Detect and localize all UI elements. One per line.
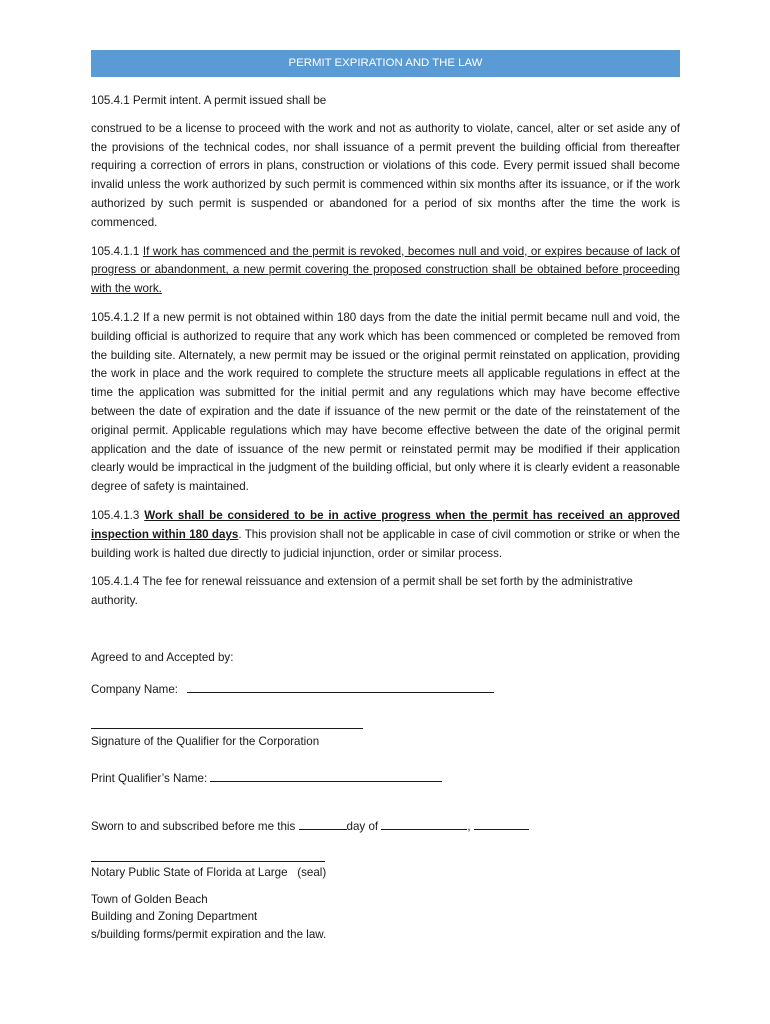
signature-block [91, 649, 680, 883]
section-105-4-1-heading: 105.4.1 Permit intent. A permit issued shall be [91, 94, 327, 107]
sworn-month-field[interactable] [381, 817, 467, 830]
company-name-field[interactable] [187, 680, 494, 693]
section-text-underlined: If work has commenced and the permit is revoked, becomes null and void, or expires because of lack of progress or abandonment, a new permit covering the proposed construction shall be obtained before proceeding with the work. [91, 244, 680, 296]
qualifier-signature-line[interactable] [91, 714, 363, 729]
footer-department: Building and Zoning Department [91, 910, 258, 924]
sworn-day-label: day of [346, 820, 379, 834]
section-number: 105.4.1.3 [91, 508, 140, 522]
document-page [91, 50, 680, 943]
page-title: PERMIT EXPIRATION AND THE LAW [91, 50, 680, 77]
sworn-comma: , [467, 820, 471, 834]
notary-label: Notary Public State of Florida at Large (seal) [91, 865, 327, 879]
section-105-4-1-4: 105.4.1.4 The fee for renewal reissuance and extension of a permit shall be set forth by the administrative authority. [91, 575, 633, 608]
print-name-row [91, 769, 680, 789]
print-name-field[interactable] [210, 769, 442, 782]
footer-town: Town of Golden Beach [91, 892, 208, 906]
section-105-4-1-body: construed to be a license to proceed with the work and not as authority to violate, cancel, alter or set aside any of the provisions of the technical codes, nor shall issuance of a permit prevent the building official from thereafter requiring a correction of errors in plans, construction or violations of this code. Every permit issued shall become invalid unless the work authorized by such permit is commenced within six months after its issuance, or if the work authorized by such permit is suspended or abandoned for a period of six months after the time the work is commenced. [91, 121, 680, 229]
section-number: 105.4.1.1 [91, 244, 140, 258]
section-text: . This provision shall not be applicable in case of civil commotion or strike or when the building work is halted due directly to judicial injunction, order or similar process. [91, 527, 680, 560]
section-105-4-1-3 [91, 507, 680, 563]
sworn-year-field[interactable] [474, 817, 529, 830]
notary-signature-line[interactable] [91, 847, 325, 862]
sworn-row [91, 817, 680, 837]
section-105-4-1-1 [91, 243, 680, 299]
company-name-label: Company Name: [91, 682, 178, 696]
sworn-label: Sworn to and subscribed before me this [91, 820, 296, 834]
footer-block [91, 891, 680, 944]
footer-path: s/building forms/permit expiration and the law. [91, 927, 327, 941]
print-name-label: Print Qualifier’s Name: [91, 772, 208, 786]
qualifier-signature-label: Signature of the Qualifier for the Corporation [91, 734, 320, 748]
sworn-day-field[interactable] [299, 817, 347, 830]
agreed-label: Agreed to and Accepted by: [91, 650, 234, 664]
section-text-bold-underlined: Work shall be considered to be in active progress when the permit has received an approved inspection within 180 days [91, 508, 680, 541]
section-105-4-1-2: 105.4.1.2 If a new permit is not obtained within 180 days from the date the initial permit became null and void, the building official is authorized to require that any work which has been commenced or completed be removed from the building site. Alternately, a new permit may be issued or the original permit reinstated on application, providing the work in place and the work required to complete the structure meets all applicable regulations in effect at the time the application was submitted for the initial permit and any regulations which may have become effective between the date of expiration and the date if issuance of the new permit or the date of the reinstatement of the original permit. Applicable regulations which may have become effective between the date of the original permit application and the date of issuance of the new permit or reinstated permit may be modified if their application clearly would be impractical in the judgment of the building official, but only where it is clearly evident a reasonable degree of safety is maintained. [91, 310, 680, 494]
company-name-row [91, 680, 680, 700]
